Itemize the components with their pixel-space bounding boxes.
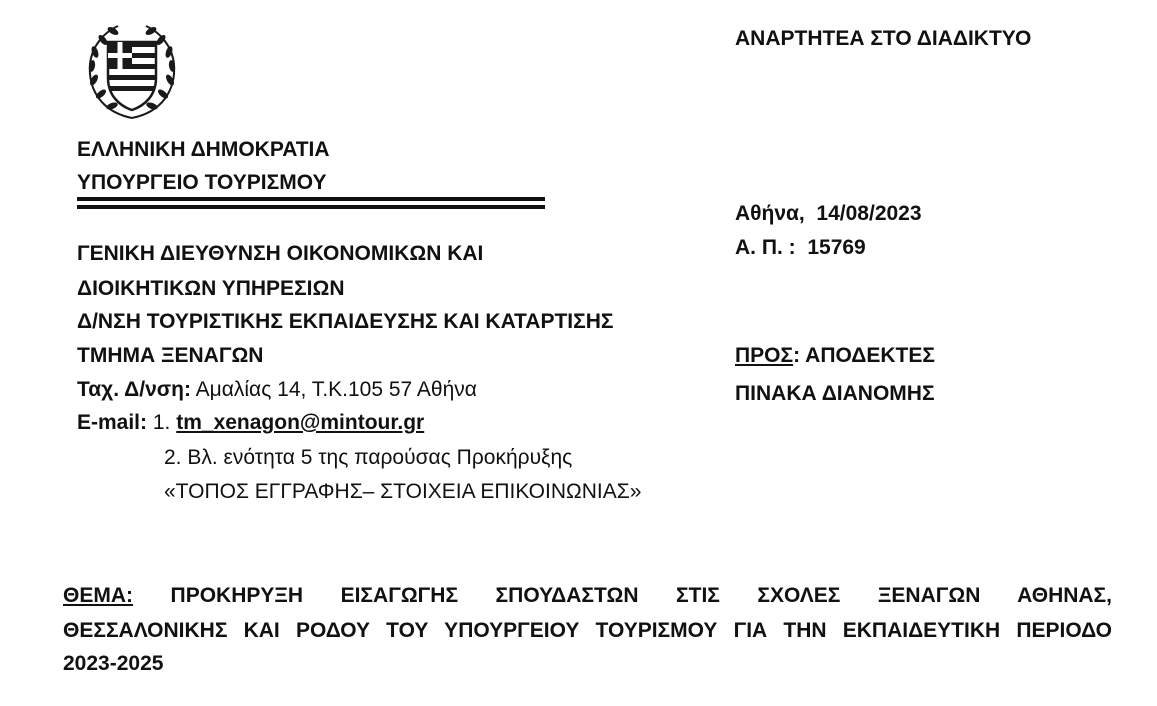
recipients-line [735,345,935,366]
address-line [77,379,477,400]
coat-of-arms-icon [80,20,184,124]
subject-text-line1: ΠΡΟΚΗΡΥΞΗ ΕΙΣΑΓΩΓΗΣ ΣΠΟΥΔΑΣΤΩΝ ΣΤΙΣ ΣΧΟΛΕΣ ΞΕΝΑΓΩΝ ΑΘΗΝΑΣ, [170,584,1112,607]
protocol-number: Α. Π. : 15769 [735,236,866,259]
subject-label: ΘΕΜΑ: [63,584,133,607]
subject-line1 [63,585,1112,606]
ministry-name: ΥΠΟΥΡΓΕΙΟ ΤΟΥΡΙΣΜΟΥ [77,171,327,194]
subject-line2: ΘΕΣΣΑΛΟΝΙΚΗΣ ΚΑΙ ΡΟΔΟΥ ΤΟΥ ΥΠΟΥΡΓΕΙΟΥ ΤΟΥΡΙΣΜΟΥ ΓΙΑ ΤΗΝ ΕΚΠΑΙΔΕΥΤΙΚΗ ΠΕΡΙΟΔΟ [63,619,1112,642]
country-name: ΕΛΛΗΝΙΚΗ ΔΗΜΟΚΡΑΤΙΑ [77,138,330,161]
email-label: E-mail: [77,411,148,434]
address-value: Αμαλίας 14, Τ.Κ.105 57 Αθήνα [195,378,477,401]
header-divider-top [77,197,545,201]
email-item2-line1: 2. Βλ. ενότητα 5 της παρούσας Προκήρυξης [164,446,573,469]
directorate-general-line2: ΔΙΟΙΚΗΤΙΚΩΝ ΥΠΗΡΕΣΙΩΝ [77,277,345,300]
distribution-list: ΠΙΝΑΚΑ ΔΙΑΝΟΜΗΣ [735,382,935,405]
directorate-name: Δ/ΝΣΗ ΤΟΥΡΙΣΤΙΚΗΣ ΕΚΠΑΙΔΕΥΣΗΣ ΚΑΙ ΚΑΤΑΡΤΙΣΗΣ [77,310,614,333]
subject-line3: 2023-2025 [63,652,164,675]
address-label: Ταχ. Δ/νση: [77,378,191,401]
email-line [77,412,424,433]
recipients-label: ΠΡΟΣ [735,344,794,367]
email-item2-line2: «ΤΟΠΟΣ ΕΓΓΡΑΦΗΣ– ΣΤΟΙΧΕΙΑ ΕΠΙΚΟΙΝΩΝΙΑΣ» [164,480,642,503]
directorate-general-line1: ΓΕΝΙΚΗ ΔΙΕΥΘΥΝΣΗ ΟΙΚΟΝΟΜΙΚΩΝ ΚΑΙ [77,242,484,265]
document-date: Αθήνα, 14/08/2023 [735,202,922,225]
publish-notice: ΑΝΑΡΤΗΤΕΑ ΣΤΟ ΔΙΑΔΙΚΤΥΟ [735,27,1032,50]
recipients-value: : ΑΠΟΔΕΚΤΕΣ [793,344,935,367]
email-item-number: 1. [152,411,171,434]
email-link[interactable]: tm_xenagon@mintour.gr [176,411,425,434]
department-name: ΤΜΗΜΑ ΞΕΝΑΓΩΝ [77,344,264,367]
header-divider-bottom [77,205,545,209]
